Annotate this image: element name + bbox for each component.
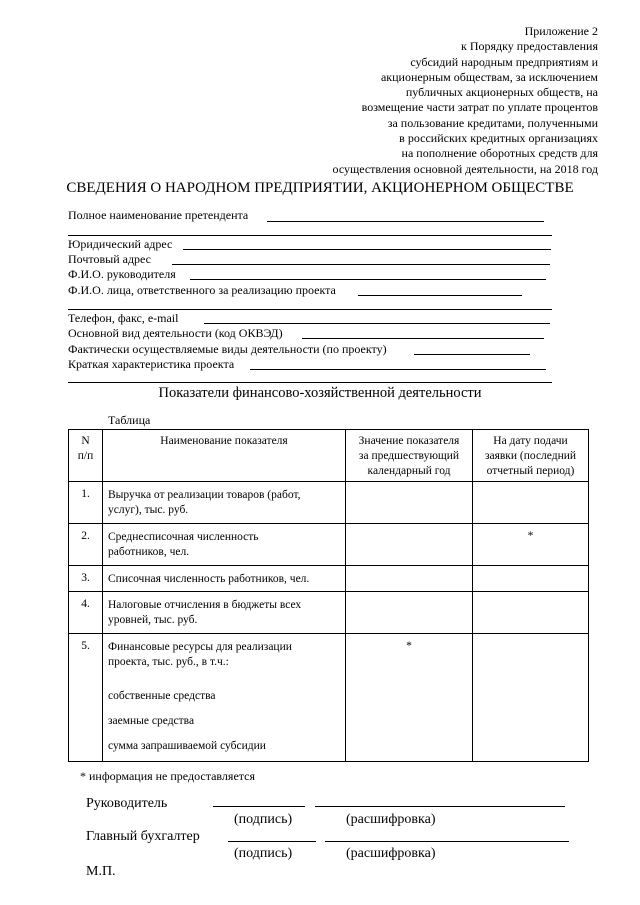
row-number: 3. <box>69 566 103 592</box>
annex-line: к Порядку предоставления <box>460 39 598 54</box>
table-row <box>69 566 589 592</box>
table-row <box>69 634 589 762</box>
legal-address-label: Юридический адрес <box>68 237 173 251</box>
annex-line: публичных акционерных обществ, на <box>405 85 598 100</box>
head-signature-line[interactable] <box>213 806 305 807</box>
legal-address-field[interactable] <box>183 249 551 250</box>
row-curr-value[interactable] <box>473 482 589 524</box>
contacts-label: Телефон, факс, e-mail <box>68 311 179 325</box>
row-prev-value[interactable] <box>346 482 473 524</box>
head-name-field[interactable] <box>190 279 546 280</box>
row-prev-value[interactable]: * <box>346 634 473 762</box>
annex-line: за пользование кредитами, полученными <box>387 115 598 130</box>
responsible-name-field[interactable] <box>358 295 522 296</box>
full-name-field[interactable] <box>267 221 544 222</box>
stamp-placeholder: М.П. <box>86 864 116 879</box>
head-decode-caption: (расшифровка) <box>346 812 436 827</box>
header-name: Наименование показателя <box>103 430 346 482</box>
indicators-table <box>68 429 589 762</box>
header-prev-year: Значение показателя за предшествующий календарный год <box>346 430 473 482</box>
full-name-label: Полное наименование претендента <box>68 208 249 222</box>
row-curr-value[interactable] <box>473 634 589 762</box>
responsible-name-label: Ф.И.О. лица, ответственного за реализацию проекта <box>68 283 336 297</box>
responsible-name-field-continued[interactable] <box>68 309 552 310</box>
row-name: Списочная численность работников, чел. <box>103 566 346 592</box>
header-num: N п/п <box>69 430 103 482</box>
head-name-label: Ф.И.О. руководителя <box>68 267 176 281</box>
section-title: Показатели финансово-хозяйственной деятельности <box>158 385 482 401</box>
subitem-borrowed-funds: заемные средства <box>108 715 195 727</box>
annex-line: субсидий народным предприятиям и <box>410 54 598 69</box>
row-number: 4. <box>69 592 103 634</box>
row-number: 5. <box>69 634 103 762</box>
actual-activity-field[interactable] <box>414 354 530 355</box>
annex-line: возмещение части затрат по уплате процентов <box>361 100 598 115</box>
accountant-signature-line[interactable] <box>228 841 316 842</box>
row-curr-value[interactable] <box>473 566 589 592</box>
head-signature-caption: (подпись) <box>234 812 293 827</box>
head-signature-label: Руководитель <box>86 796 168 811</box>
footnote: * информация не предоставляется <box>80 769 256 783</box>
accountant-decode-line[interactable] <box>325 841 569 842</box>
annex-line: Приложение 2 <box>524 24 598 38</box>
project-summary-field-continued[interactable] <box>68 382 552 383</box>
annex-line: акционерным обществам, за исключением <box>380 69 598 84</box>
table-caption: Таблица <box>108 413 151 427</box>
postal-address-field[interactable] <box>172 264 550 265</box>
table-header-row <box>69 430 589 482</box>
accountant-signature-label: Главный бухгалтер <box>86 829 200 844</box>
project-summary-label: Краткая характеристика проекта <box>68 357 235 371</box>
row-name: Выручка от реализации товаров (работ, услуг), тыс. руб. <box>103 482 346 524</box>
row-name: Среднесписочная численность работников, чел. <box>103 524 346 566</box>
row-prev-value[interactable] <box>346 566 473 592</box>
row-prev-value[interactable] <box>346 592 473 634</box>
main-activity-label: Основной вид деятельности (код ОКВЭД) <box>68 326 283 340</box>
row-name: Финансовые ресурсы для реализации проекта, тыс. руб., в т.ч.: собственные средства заемные средства сумма запрашиваемой субсидии <box>103 634 346 762</box>
row-curr-value[interactable]: * <box>473 524 589 566</box>
header-application-date: На дату подачи заявки (последний отчетный период) <box>473 430 589 482</box>
head-decode-line[interactable] <box>315 806 565 807</box>
full-name-field-continued[interactable] <box>68 235 552 236</box>
row-prev-value[interactable] <box>346 524 473 566</box>
table-row <box>69 482 589 524</box>
annex-line: в российских кредитных организациях <box>399 131 598 146</box>
table-row <box>69 524 589 566</box>
subitem-own-funds: собственные средства <box>108 690 216 702</box>
actual-activity-label: Фактически осуществляемые виды деятельности (по проекту) <box>68 342 387 356</box>
annex-line: на пополнение оборотных средств для <box>401 146 598 161</box>
annex-header <box>333 24 598 177</box>
row-name: Налоговые отчисления в бюджеты всех уровней, тыс. руб. <box>103 592 346 634</box>
accountant-signature-caption: (подпись) <box>234 846 293 861</box>
accountant-decode-caption: (расшифровка) <box>346 846 436 861</box>
row-number: 2. <box>69 524 103 566</box>
row-number: 1. <box>69 482 103 524</box>
main-activity-field[interactable] <box>302 338 544 339</box>
row-curr-value[interactable] <box>473 592 589 634</box>
subitem-requested-subsidy: сумма запрашиваемой субсидии <box>108 740 266 752</box>
document-title: СВЕДЕНИЯ О НАРОДНОМ ПРЕДПРИЯТИИ, АКЦИОНЕРНОМ ОБЩЕСТВЕ <box>66 180 574 196</box>
table-row <box>69 592 589 634</box>
annex-line: осуществления основной деятельности, на 2018 год <box>332 161 598 176</box>
project-summary-field[interactable] <box>250 369 546 370</box>
postal-address-label: Почтовый адрес <box>68 252 152 266</box>
contacts-field[interactable] <box>204 323 550 324</box>
